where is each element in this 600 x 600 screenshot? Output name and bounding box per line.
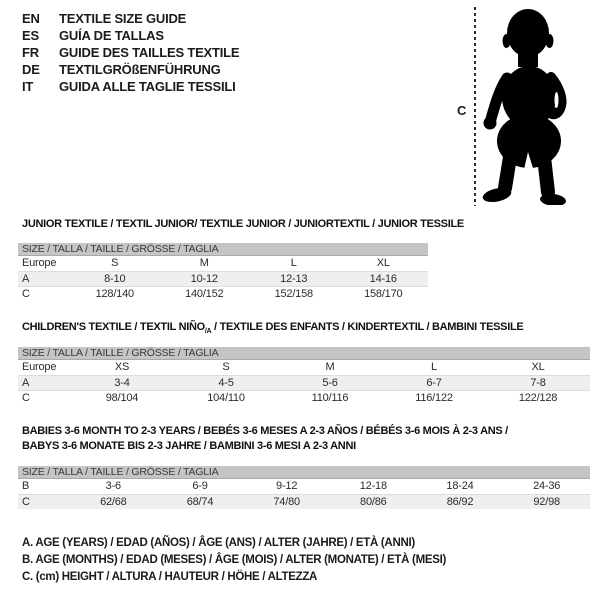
table-row: [18, 375, 590, 390]
size-cell: 8-10: [104, 273, 126, 285]
footnote-c: C. (cm) HEIGHT / ALTURA / HAUTEUR / HÖHE / ALTEZZA: [22, 571, 318, 583]
language-title: TEXTILGRÖßENFÜHRUNG: [59, 62, 221, 77]
size-cell: 10-12: [190, 273, 218, 285]
language-code: DE: [22, 62, 40, 77]
title-line: BABIES 3-6 MONTH TO 2-3 YEARS / BEBÉS 3-6 MESES A 2-3 AÑOS / BÉBÉS 3-6 MOIS À 2-3 ANS /: [22, 425, 508, 437]
size-header-bar: SIZE / TALLA / TAILLE / GRÖSSE / TAGLIA: [18, 243, 428, 256]
size-header-bar: SIZE / TALLA / TAILLE / GRÖSSE / TAGLIA: [18, 347, 590, 360]
language-header: [22, 10, 239, 95]
footnote-a: A. AGE (YEARS) / EDAD (AÑOS) / ÂGE (ANS) / ALTER (JAHRE) / ETÀ (ANNI): [22, 537, 415, 549]
size-cell: 3-4: [114, 377, 130, 389]
height-measure-dashed-line: [474, 7, 476, 206]
table-title-children: [22, 320, 523, 339]
size-cell: 80/86: [360, 496, 387, 508]
row-label: B: [22, 480, 30, 492]
size-cell: 3-6: [105, 480, 121, 492]
size-cell: XS: [114, 361, 130, 373]
footnote-legend: [22, 535, 446, 586]
row-label: Europe: [22, 361, 57, 373]
size-cell: 24-36: [533, 480, 561, 492]
row-label: A: [22, 273, 30, 285]
table-row: [18, 256, 428, 271]
size-cell: 110/116: [311, 392, 349, 404]
size-cell: 6-7: [426, 377, 442, 389]
title-subscript: /A: [204, 328, 212, 336]
size-cell: 6-9: [192, 480, 208, 492]
table-row: [18, 286, 428, 301]
table-row: [18, 390, 590, 405]
row-label: C: [22, 496, 30, 508]
size-cell: 4-5: [218, 377, 234, 389]
children-size-table: [18, 347, 590, 405]
title-text: CHILDREN'S TEXTILE / TEXTIL NIÑO: [22, 321, 205, 333]
size-cell: 104/110: [207, 392, 245, 404]
language-code: IT: [22, 79, 34, 94]
row-label: C: [22, 392, 30, 404]
size-cell: XL: [531, 361, 545, 373]
table-title-babies: [22, 424, 508, 454]
size-cell: S: [222, 361, 230, 373]
size-cell: M: [325, 361, 335, 373]
title-line: BABYS 3-6 MONATE BIS 2-3 JAHRE / BAMBINI 3-6 MESI A 2-3 ANNI: [22, 440, 356, 452]
size-cell: 86/92: [446, 496, 474, 508]
size-cell: 9-12: [276, 480, 298, 492]
title-text: / TEXTILE DES ENFANTS / KINDERTEXTIL / BAMBINI TESSILE: [211, 321, 524, 333]
size-cell: 152/158: [274, 288, 313, 300]
row-label: C: [22, 288, 30, 300]
language-code: EN: [22, 11, 40, 26]
size-header-bar: SIZE / TALLA / TAILLE / GRÖSSE / TAGLIA: [18, 466, 590, 479]
size-cell: 140/152: [185, 288, 224, 300]
baby-silhouette: [480, 5, 580, 205]
size-cell: 12-18: [359, 480, 387, 492]
size-cell: 7-8: [530, 377, 546, 389]
size-cell: L: [290, 257, 297, 269]
language-title: GUIDE DES TAILLES TEXTILE: [59, 45, 240, 60]
size-cell: 12-13: [280, 273, 308, 285]
language-row: [22, 27, 239, 44]
size-cell: 92/98: [533, 496, 560, 508]
size-cell: 14-16: [369, 273, 397, 285]
language-code: FR: [22, 45, 39, 60]
size-cell: M: [199, 257, 209, 269]
language-title: GUÍA DE TALLAS: [59, 28, 164, 43]
size-cell: 5-6: [322, 377, 338, 389]
footnote-b: B. AGE (MONTHS) / EDAD (MESES) / ÂGE (MOIS) / ALTER (MONATE) / ETÀ (MESI): [22, 554, 447, 566]
babies-size-table: [18, 466, 590, 509]
table-title-junior: JUNIOR TEXTILE / TEXTIL JUNIOR/ TEXTILE JUNIOR / JUNIORTEXTIL / JUNIOR TESSILE: [22, 218, 464, 230]
size-cell: XL: [376, 257, 390, 269]
size-cell: S: [111, 257, 119, 269]
size-cell: 68/74: [186, 496, 214, 508]
table-row: [18, 271, 428, 286]
size-cell: L: [431, 361, 437, 373]
language-row: [22, 44, 239, 61]
table-row: [18, 360, 590, 375]
size-cell: 128/140: [95, 288, 134, 300]
size-cell: 158/170: [364, 288, 403, 300]
language-row: [22, 10, 239, 27]
height-measure-label: C: [457, 103, 467, 118]
language-code: ES: [22, 28, 39, 43]
size-cell: 98/104: [105, 392, 139, 404]
junior-size-table: [18, 243, 428, 301]
language-row: [22, 78, 239, 95]
size-cell: 18-24: [446, 480, 474, 492]
size-cell: 74/80: [273, 496, 300, 508]
size-cell: 122/128: [518, 392, 558, 404]
language-title: TEXTILE SIZE GUIDE: [59, 11, 187, 26]
row-label: A: [22, 377, 30, 389]
table-row: [18, 479, 590, 494]
table-row: [18, 494, 590, 509]
size-cell: 62/68: [100, 496, 127, 508]
size-cell: 116/122: [415, 392, 453, 404]
language-title: GUIDA ALLE TAGLIE TESSILI: [59, 79, 236, 94]
language-row: [22, 61, 239, 78]
row-label: Europe: [22, 257, 57, 269]
